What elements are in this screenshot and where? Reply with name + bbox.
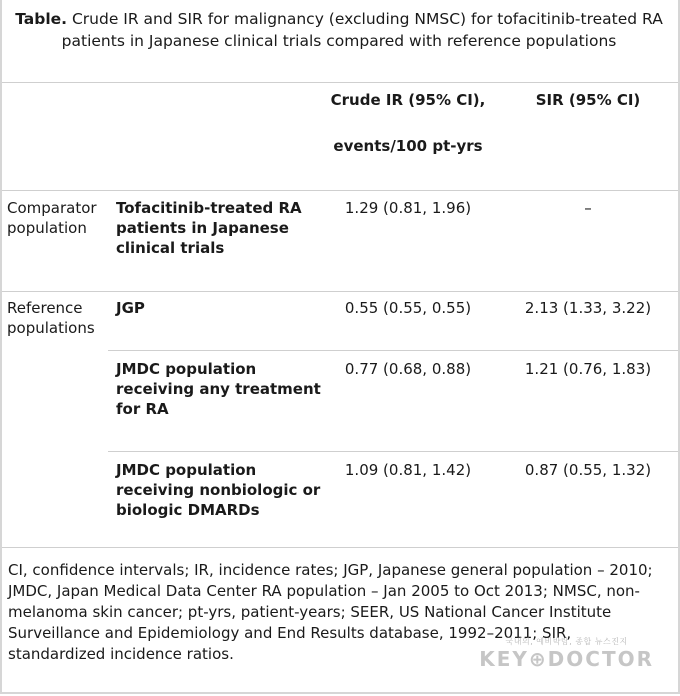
sir-jmdc-any-treatment: 1.21 (0.76, 1.83) <box>524 360 652 378</box>
table-caption <box>14 8 664 52</box>
table-footnote: CI, confidence intervals; IR, incidence rates; JGP, Japanese general population – 2010; JMDC, Japan Medical Data Center RA population – Jan 2005 to Oct 2013; NMSC, non-melanoma skin cancer; pt-yrs, patient-years; SEER, US National Cancer Institute Surveillance and Epidemiology and End Results database, 1992–2011; SIR, standardized incidence ratios. <box>8 561 653 663</box>
watermark-small-text: 국내의, 예비박람, 종합 뉴스진지 <box>505 637 628 646</box>
population-tofacitinib: Tofacitinib-treated RA patients in Japanese clinical trials <box>116 199 302 257</box>
sir-jmdc-dmards: 0.87 (0.55, 1.32) <box>524 461 652 479</box>
sir-tofacitinib: – <box>584 199 592 217</box>
population-jgp: JGP <box>116 299 145 317</box>
caption-label: Table. <box>15 10 68 28</box>
group-label-comparator: Comparator population <box>7 199 97 237</box>
header-crude-ir-line1: Crude IR (95% CI), <box>330 91 486 109</box>
comparator-bottom-rule <box>2 291 678 292</box>
row-divider-1 <box>108 350 678 351</box>
population-jmdc-dmards: JMDC population receiving nonbiologic or biologic DMARDs <box>116 461 321 519</box>
crude-ir-jmdc-any-treatment: 0.77 (0.68, 0.88) <box>344 360 472 378</box>
watermark-logo <box>479 636 654 671</box>
header-top-rule <box>2 82 678 83</box>
header-crude-ir-line2: events/100 pt-yrs <box>333 137 483 155</box>
header-sir: SIR (95% CI) <box>535 91 641 109</box>
table-bottom-rule <box>2 547 678 548</box>
sir-jgp: 2.13 (1.33, 3.22) <box>524 299 652 317</box>
crude-ir-jmdc-dmards: 1.09 (0.81, 1.42) <box>344 461 472 479</box>
row-divider-2 <box>108 451 678 452</box>
population-jmdc-any-treatment: JMDC population receiving any treatment for RA <box>116 360 321 418</box>
group-label-reference: Reference populations <box>7 299 95 337</box>
watermark-brand: KEY⊕DOCTOR <box>479 647 654 671</box>
caption-text: Crude IR and SIR for malignancy (excluding NMSC) for tofacitinib-treated RA patients in Japanese clinical trials compared with reference populations <box>61 10 663 50</box>
crude-ir-jgp: 0.55 (0.55, 0.55) <box>344 299 472 317</box>
header-bottom-rule <box>2 190 678 191</box>
crude-ir-tofacitinib: 1.29 (0.81, 1.96) <box>344 199 472 217</box>
